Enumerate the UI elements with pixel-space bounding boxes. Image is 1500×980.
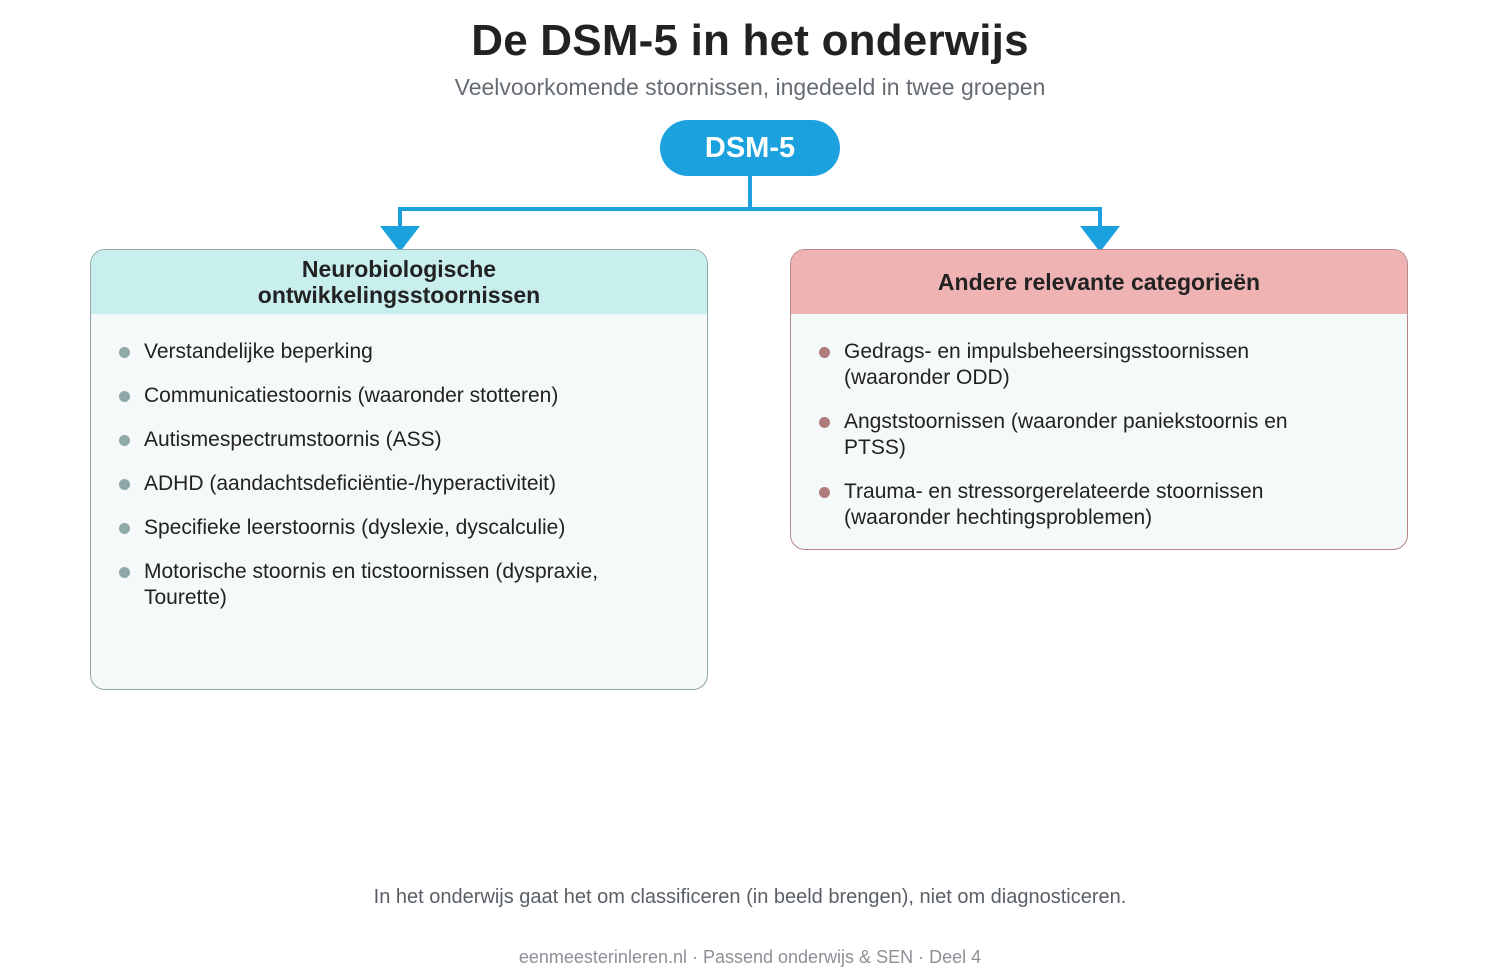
list-item: [91, 339, 707, 365]
list-item: [91, 471, 707, 497]
list-item: [791, 409, 1407, 461]
list-item: [791, 479, 1407, 531]
list-item-text: Verstandelijke beperking: [144, 340, 373, 363]
list-item: [91, 515, 707, 541]
page-title: De DSM-5 in het onderwijs: [471, 16, 1029, 65]
page-footer: eenmeesterinleren.nl · Passend onderwijs & SEN · Deel 4: [518, 947, 982, 967]
connector-branch: [400, 209, 1100, 230]
bullet-dot-icon: [119, 567, 130, 578]
list-item: [91, 427, 707, 453]
page-subtitle: Veelvoorkomende stoornissen, ingedeeld in twee groepen: [454, 74, 1046, 100]
classification-note: In het onderwijs gaat het om classificeren (in beeld brengen), niet om diagnosticeren.: [373, 886, 1127, 908]
list-item-text: Gedrags- en impulsbeheersingsstoornissen (waaronder ODD): [844, 340, 1250, 389]
bullet-dot-icon: [119, 479, 130, 490]
root-node-dsm5: DSM-5: [660, 120, 840, 176]
list-item-text: Angststoornissen (waaronder paniekstoornis en PTSS): [844, 410, 1288, 459]
bullet-dot-icon: [119, 523, 130, 534]
list-item-text: Motorische stoornis en ticstoornissen (dyspraxie, Tourette): [144, 560, 599, 609]
group-item-list: [791, 314, 1407, 531]
bullet-dot-icon: [819, 417, 830, 428]
group-title-line1: Neurobiologische: [301, 256, 497, 282]
bullet-dot-icon: [119, 435, 130, 446]
list-item: [791, 339, 1407, 391]
list-item-text: Communicatiestoornis (waaronder stotteren): [144, 384, 559, 407]
group-card-other-categories: [790, 249, 1408, 550]
group-title: Andere relevante categorieën: [937, 269, 1261, 295]
group-header-other-categories: [791, 250, 1407, 314]
list-item-text: Specifieke leerstoornis (dyslexie, dyscalculie): [144, 516, 566, 539]
list-item-text: Trauma- en stressorgerelateerde stoornissen (waaronder hechtingsproblemen): [844, 480, 1264, 529]
list-item: [91, 559, 707, 611]
group-item-list: [91, 314, 707, 611]
group-card-neurobiological: [90, 249, 708, 690]
list-item: [91, 383, 707, 409]
bullet-dot-icon: [119, 391, 130, 402]
list-item-text: Autismespectrumstoornis (ASS): [144, 428, 442, 451]
group-header-neurobiological: [91, 250, 707, 314]
group-title-line2: ontwikkelingsstoornissen: [257, 282, 541, 308]
bullet-dot-icon: [819, 347, 830, 358]
list-item-text: ADHD (aandachtsdeficiëntie-/hyperactiviteit): [144, 472, 557, 495]
bullet-dot-icon: [819, 487, 830, 498]
bullet-dot-icon: [119, 347, 130, 358]
